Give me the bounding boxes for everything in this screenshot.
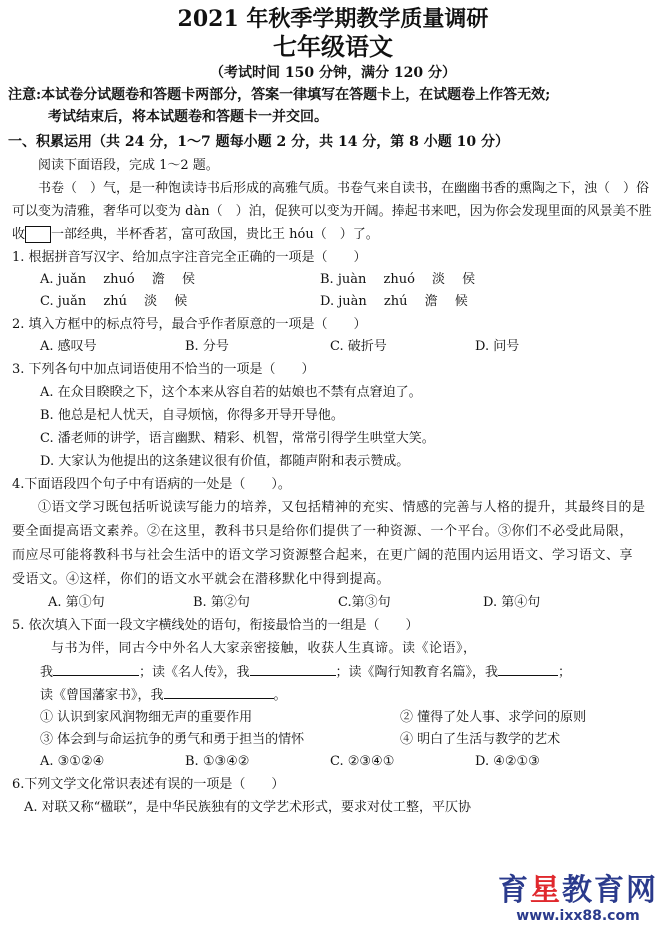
- q3-option-a: A. 在众目睽睽之下，这个本来从容自若的姑娘也不禁有点窘迫了。: [40, 385, 422, 400]
- q5-option-a: A. ③①②④: [40, 754, 105, 769]
- q4-option-c: C.第③句: [338, 595, 391, 610]
- q5-option-d: D. ④②①③: [475, 754, 540, 769]
- q3-option-d: D. 大家认为他提出的这条建议很有价值，都随声附和表示赞成。: [40, 454, 410, 469]
- q5-blank-4: [164, 684, 274, 699]
- passage-part-b: 一部经典，半杯香茗，富可敌国，贵比王 hóu（ ）了。: [51, 227, 379, 242]
- q1-option-b: B. juàn zhuó 淡 侯: [320, 272, 476, 287]
- reading-intro: 阅读下面语段，完成 1～2 题。: [38, 158, 219, 173]
- q2-option-a: A. 感叹号: [40, 339, 97, 354]
- question-5-text-1: 与书为伴，同古今中外名人大家亲密接触，收获人生真谛。读《论语》，: [51, 641, 477, 656]
- q2-option-c: C. 破折号: [330, 339, 387, 354]
- watermark-logo-text: 育星教育网: [498, 873, 658, 908]
- q5-item-3: ③ 体会到与命运抗争的勇气和勇于担当的情怀: [40, 732, 305, 747]
- question-5-text-2: [0, 661, 666, 684]
- q2-option-d: D. 问号: [475, 339, 520, 354]
- q5-item-1: ① 认识到家风润物细无声的重要作用: [40, 710, 253, 725]
- q5-blank-1: [53, 661, 139, 676]
- site-watermark: [498, 874, 658, 924]
- question-3-stem: 3. 下列各句中加点词语使用不恰当的一项是（ ）: [12, 362, 315, 377]
- q1-option-a: A. juǎn zhuó 澹 侯: [40, 272, 195, 287]
- q5-blank-2: [250, 661, 336, 676]
- question-2-options: [0, 336, 666, 358]
- question-4-passage: ①语文学习既包括听说读写能力的培养，又包括精神的充实、情感的完善与人格的提升，其最终目的是要全面提高语文素养。②在这里，教科书只是给你们提供了一种资源、一个平台。③你们不必受此局限，而应尽可能将教科书与社会生活中的语文学习资源整合起来，在更广阔的范围内运用语文、学习语文、享受语文。④这样，你们的语文水平就会在潜移默化中得到提高。: [12, 500, 646, 587]
- q5-text-3b: 。: [273, 688, 287, 703]
- q6-option-a: A. 对联又称“楹联”，是中华民族独有的文学艺术形式，要求对仗工整，平仄协: [24, 800, 471, 815]
- q5-item-4: ④ 明白了生活与教学的艺术: [400, 732, 561, 747]
- question-5-options: [0, 751, 666, 773]
- question-5-items: [0, 707, 666, 751]
- q2-option-b: B. 分号: [185, 339, 229, 354]
- q5-blank-3: [498, 661, 558, 676]
- q5-text-2a: 我: [40, 665, 54, 680]
- question-1-stem: 1. 根据拼音写汉字、给加点字注音完全正确的一项是（ ）: [12, 250, 367, 265]
- q5-item-2: ② 懂得了处人事、求学问的原则: [400, 710, 587, 725]
- section-1-heading: 一、积累运用（共 24 分，1～7 题每小题 2 分，共 14 分，第 8 小题 10 分）: [8, 134, 510, 150]
- exam-subtitle: 七年级语文: [273, 32, 393, 61]
- notice-line-2: 考试结束后，将本试题卷和答题卡一并交回。: [48, 109, 328, 125]
- question-4-stem: 4.下面语段四个句子中有语病的一处是（ ）。: [12, 477, 291, 492]
- q4-option-d: D. 第④句: [483, 595, 541, 610]
- q3-option-b: B. 他总是杞人忧天，自寻烦恼，你得多开导开导他。: [40, 408, 344, 423]
- q5-text-2b: ；读《名人传》，我: [139, 665, 250, 680]
- question-2-stem: 2. 填入方框中的标点符号，最合乎作者原意的一项是（ ）: [12, 317, 367, 332]
- q1-option-c: C. juǎn zhú 淡 候: [40, 294, 188, 309]
- question-1-options: [0, 269, 666, 313]
- star-icon: 星: [530, 873, 562, 908]
- q5-text-2d: ；: [558, 665, 572, 680]
- passage-part-a: 书卷（ ）气，是一种饱读诗书后形成的高雅气质。书卷气来自读书，在幽幽书香的熏陶之下，浊（ ）俗可以变为清雅，奢华可以变为 dàn（ ）泊，促狭可以变为开阔。捧起书来吧，因为你会发现里面的风景美不胜收: [12, 181, 652, 242]
- watermark-url: www.ixx88.com: [516, 908, 640, 924]
- q4-option-b: B. 第②句: [193, 595, 250, 610]
- q5-text-2c: ；读《陶行知教育名篇》，我: [335, 665, 499, 680]
- question-4-options: [0, 592, 666, 614]
- question-5-stem: 5. 依次填入下面一段文字横线处的语句，衔接最恰当的一组是（ ）: [12, 618, 419, 633]
- exam-title: 2021 年秋季学期教学质量调研: [177, 6, 489, 32]
- q4-option-a: A. 第①句: [48, 595, 105, 610]
- notice: [0, 84, 666, 128]
- question-6-stem: 6.下列文学文化常识表述有误的一项是（ ）: [12, 777, 285, 792]
- punctuation-box: [25, 226, 51, 243]
- q3-option-c: C. 潘老师的讲学，语言幽默、精彩、机智，常常引得学生哄堂大笑。: [40, 431, 435, 446]
- q5-option-b: B. ①③④②: [185, 754, 250, 769]
- exam-time-info: （考试时间 150 分钟，满分 120 分）: [210, 65, 456, 81]
- q1-option-d: D. juàn zhú 澹 候: [320, 294, 468, 309]
- reading-passage: [0, 177, 666, 246]
- notice-line-1: 注意:本试卷分试题卷和答题卡两部分，答案一律填写在答题卡上，在试题卷上作答无效;: [8, 87, 551, 103]
- q5-option-c: C. ②③④①: [330, 754, 395, 769]
- q5-text-3a: 读《曾国藩家书》，我: [40, 688, 164, 703]
- question-5-text-3: [0, 684, 666, 707]
